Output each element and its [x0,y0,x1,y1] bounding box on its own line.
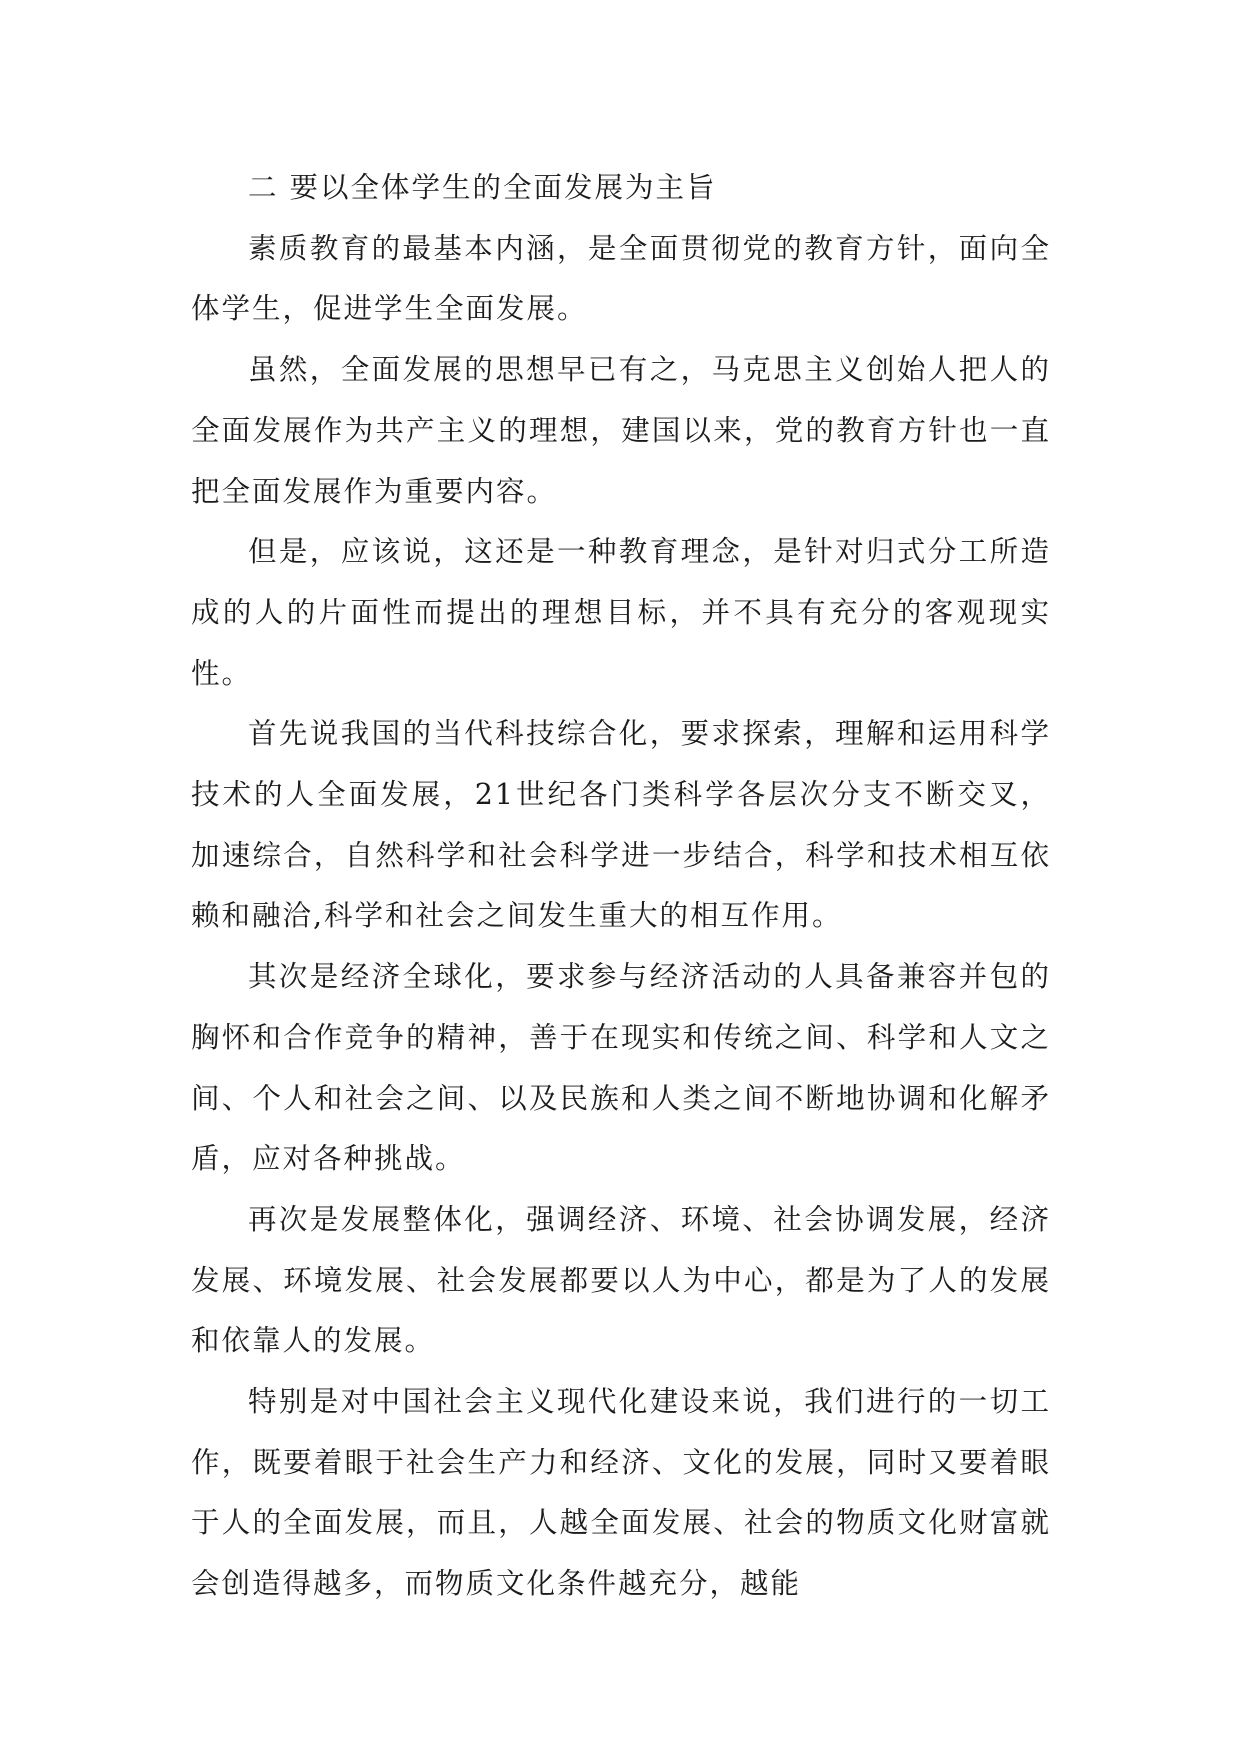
paragraph-6: 再次是发展整体化，强调经济、环境、社会协调发展，经济发展、环境发展、社会发展都要以人为中心，都是为了人的发展和依靠人的发展。 [191,1202,1051,1358]
paragraph-4: 首先说我国的当代科技综合化，要求探索，理解和运用科学技术的人全面发展，21世纪各门类科学各层次分支不断交叉，加速综合，自然科学和社会科学进一步结合，科学和技术相互依赖和融洽,科学和社会之间发生重大的相互作用。 [191,717,1051,933]
paragraph-3: 但是，应该说，这还是一种教育理念，是针对归式分工所造成的人的片面性而提出的理想目标，并不具有充分的客观现实性。 [191,535,1051,690]
paragraph-1: 素质教育的最基本内涵，是全面贯彻党的教育方针，面向全体学生，促进学生全面发展。 [191,231,1051,326]
section-heading: 二 要以全体学生的全面发展为主旨 [248,171,717,204]
paragraph-5: 其次是经济全球化，要求参与经济活动的人具备兼容并包的胸怀和合作竞争的精神，善于在现实和传统之间、科学和人文之间、个人和社会之间、以及民族和人类之间不断地协调和化解矛盾，应对各种挑战。 [191,960,1051,1176]
paragraph-2: 虽然，全面发展的思想早已有之，马克思主义创始人把人的全面发展作为共产主义的理想，建国以来，党的教育方针也一直把全面发展作为重要内容。 [191,353,1051,508]
paragraph-7: 特别是对中国社会主义现代化建设来说，我们进行的一切工作，既要着眼于社会生产力和经济、文化的发展，同时又要着眼于人的全面发展，而且，人越全面发展、社会的物质文化财富就会创造得越多，而物质文化条件越充分，越能 [191,1385,1051,1601]
document-body [191,158,1051,1615]
